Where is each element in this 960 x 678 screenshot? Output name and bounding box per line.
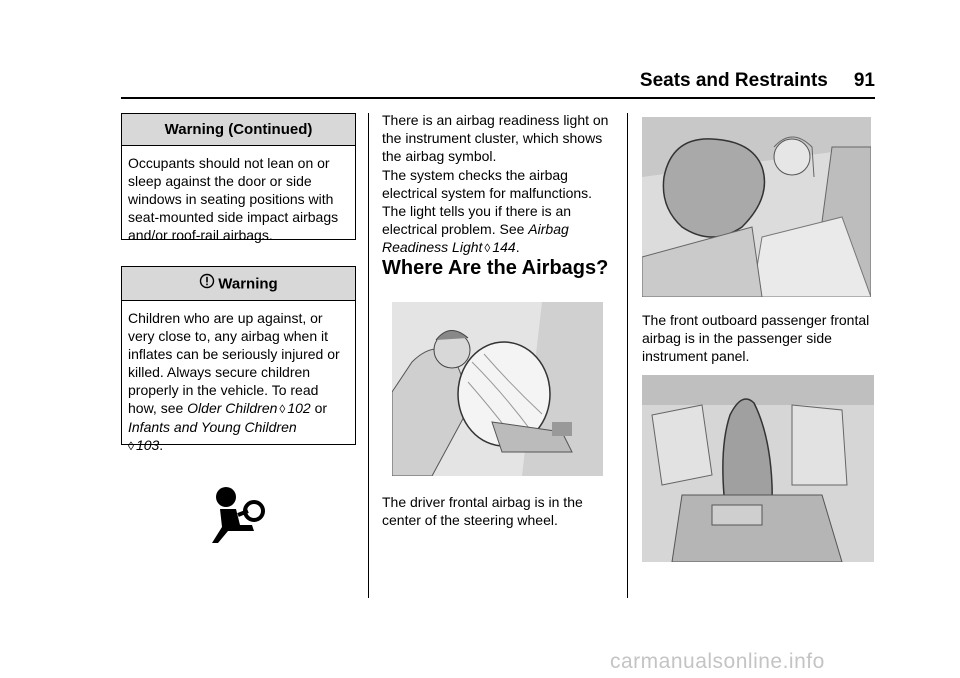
section-title: Seats and Restraints	[639, 70, 828, 91]
link-infants-young-children[interactable]: Infants and Young Children	[128, 419, 297, 435]
warning-text-main: Children who are up against, or very close to, any airbag when it inflates can be seriously injured or killed. Always secure children properly in the vehicle. To read how, see	[128, 310, 340, 416]
page-ref-102[interactable]: 102	[287, 400, 311, 416]
caption-driver-airbag: The driver frontal airbag is in the center of the steering wheel.	[382, 494, 583, 528]
warning-box	[121, 266, 356, 453]
warning-text-end: .	[159, 437, 164, 453]
para-system-check-text: The system checks the airbag electrical system for malfunctions. The light tells you if there is an electrical problem. See	[382, 167, 593, 237]
column-divider-2	[627, 113, 628, 598]
warning-title: Warning	[218, 275, 278, 293]
watermark: carmanualsonline.info	[610, 650, 825, 673]
header-rule	[121, 97, 875, 99]
side-airbag-illustration	[642, 375, 874, 562]
page-ref-103[interactable]: 103	[135, 437, 160, 453]
para-readiness-light: There is an airbag readiness light on the instrument cluster, which shows the airbag symbol.	[382, 112, 609, 164]
airbag-symbol-icon	[210, 485, 268, 545]
page-number: 91	[853, 70, 875, 91]
passenger-airbag-illustration	[642, 117, 871, 297]
page-ref-icon: ◊	[128, 439, 134, 453]
warning-icon	[199, 268, 215, 301]
page-ref-icon: ◊	[484, 241, 491, 255]
warning-continued-title: Warning (Continued)	[122, 114, 355, 146]
section-heading: Where Are the Airbags?	[382, 257, 609, 279]
column-divider-1	[368, 113, 369, 598]
para-system-check-end: .	[515, 239, 520, 255]
warning-header	[122, 267, 355, 301]
link-airbag-readiness-light[interactable]: Airbag Readiness Light	[382, 221, 569, 255]
page-ref-144[interactable]: 144	[492, 239, 516, 255]
caption-passenger-airbag: The front outboard passenger frontal airbag is in the passenger side instrument panel.	[642, 312, 870, 364]
page-header	[0, 70, 875, 92]
warning-continued-box	[121, 113, 356, 243]
link-older-children[interactable]: Older Children	[187, 400, 278, 416]
page-ref-icon: ◊	[279, 402, 286, 416]
warning-continued-text: Occupants should not lean on or sleep against the door or side windows in seating positions with seat-mounted side impact airbags and/or roof-rail airbags.	[128, 155, 339, 243]
warning-text	[122, 301, 355, 461]
para-system-check	[382, 166, 612, 257]
warning-text-or: or	[310, 400, 328, 416]
driver-airbag-illustration	[392, 302, 603, 476]
